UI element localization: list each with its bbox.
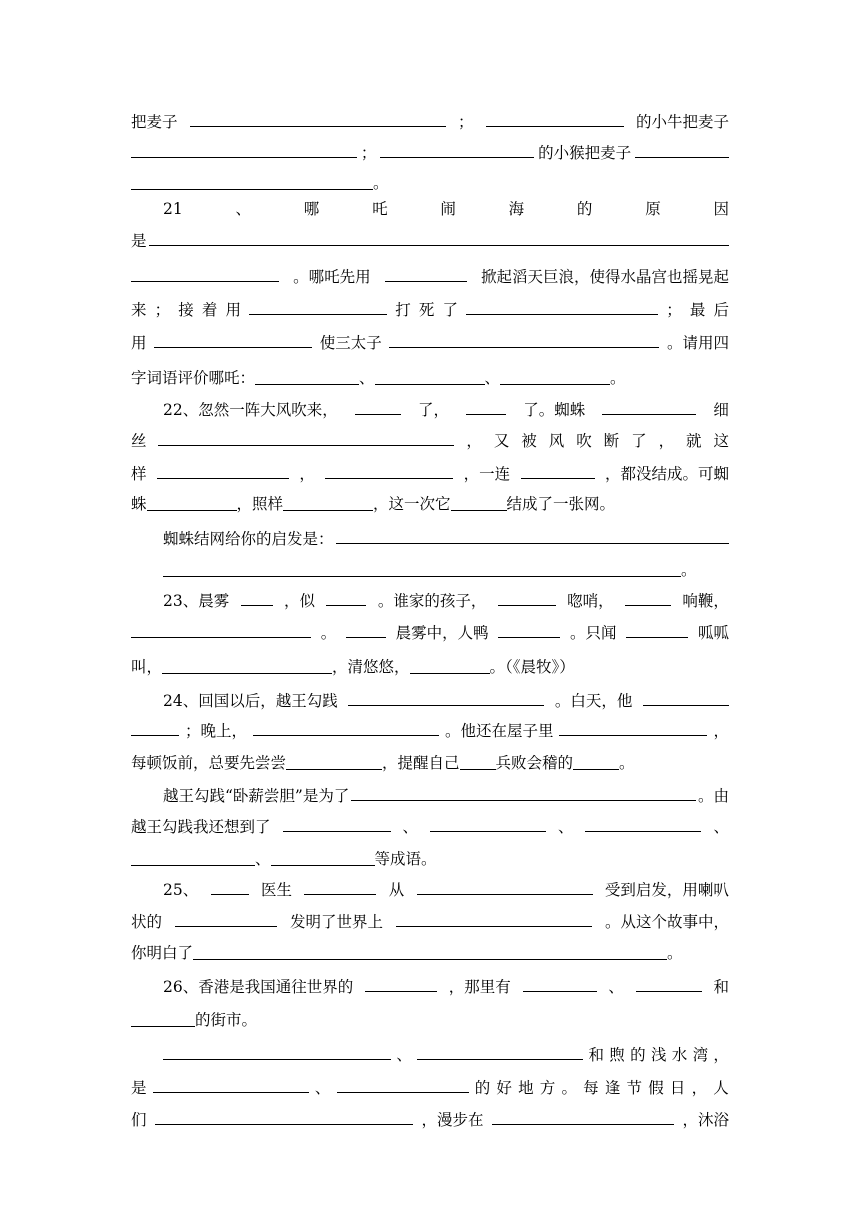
text: 。谁家的孩子， [377, 592, 487, 610]
blank[interactable] [351, 782, 696, 801]
blank[interactable] [155, 1106, 413, 1125]
text: 人 [713, 1079, 729, 1097]
text: 。 [681, 561, 697, 579]
text: 了 [631, 432, 647, 450]
text: ；晚上， [184, 722, 247, 740]
text: 是 [131, 1079, 147, 1097]
blank[interactable] [249, 296, 387, 315]
text: 掀起滔天巨浪，使得水晶宫也摇晃起 [480, 268, 729, 286]
blank[interactable] [521, 460, 595, 479]
text: 因 [713, 200, 729, 218]
text: 受到启发，用喇叭 [604, 881, 729, 899]
text: 蜘蛛结网给你的启发是： [163, 530, 334, 548]
text: 24、回国以后，越王勾践 [163, 692, 338, 710]
text: 又 [493, 432, 510, 450]
text: 23、晨雾 [163, 592, 230, 610]
text: 响鞭， [682, 592, 729, 610]
text: 日 [669, 1079, 686, 1097]
blank[interactable] [326, 587, 366, 606]
text: 断 [603, 432, 620, 450]
blank[interactable] [625, 587, 671, 606]
blank[interactable] [451, 492, 507, 511]
text: ，一连 [463, 465, 511, 483]
text: 叫， [131, 658, 163, 676]
text: 兵败会稽的 [495, 754, 574, 772]
text: 。 [320, 624, 337, 642]
text: 、 [235, 200, 252, 218]
text: 越王勾践我还想到了 [131, 818, 271, 836]
line-12 [131, 458, 729, 490]
blank[interactable] [365, 973, 437, 992]
line-13 [131, 488, 729, 520]
line-14 [163, 523, 729, 555]
text: 水 [671, 1046, 688, 1064]
text: 字词语评价哪吒： [131, 369, 256, 387]
line-30 [163, 1039, 729, 1071]
blank[interactable] [304, 876, 376, 895]
blank[interactable] [602, 396, 696, 415]
text: 从 [388, 881, 405, 899]
blank[interactable] [163, 558, 681, 577]
blank[interactable] [241, 587, 273, 606]
line-8 [131, 327, 729, 359]
text: ， [299, 465, 315, 483]
text: 逢 [604, 1079, 621, 1097]
text: 蛛 [131, 495, 147, 513]
text: ， [466, 432, 482, 450]
text: 方 [539, 1079, 556, 1097]
text: 死 [418, 301, 435, 319]
line-6 [131, 261, 729, 293]
line-2 [131, 137, 729, 169]
question-21-header [163, 193, 729, 225]
blank[interactable] [417, 876, 593, 895]
blank[interactable] [585, 813, 701, 832]
text: 假 [648, 1079, 664, 1097]
blank[interactable] [163, 1041, 391, 1060]
text: 浅 [650, 1046, 667, 1064]
text: 。白天，他 [554, 692, 633, 710]
blank[interactable] [389, 329, 659, 348]
text: 细 [713, 401, 729, 419]
text: 的 [474, 1079, 491, 1097]
text: 、 [608, 978, 624, 996]
blank[interactable] [498, 619, 560, 638]
blank[interactable] [396, 908, 592, 927]
text: 。（《晨牧》） [489, 658, 575, 676]
text: 就 [686, 432, 702, 450]
text: 了。蜘蛛 [523, 401, 586, 419]
text: 结成了一张网。 [506, 495, 616, 513]
blank[interactable] [498, 587, 556, 606]
line-5 [131, 225, 729, 257]
text: ，清悠悠， [332, 658, 410, 676]
text: ，照样 [236, 495, 284, 513]
text: 风 [548, 432, 565, 450]
line-22 [163, 780, 729, 812]
blank[interactable] [355, 396, 401, 415]
line-29 [131, 1004, 729, 1036]
question-22-line-1 [163, 394, 729, 426]
text: 们 [131, 1111, 147, 1129]
blank[interactable] [153, 1074, 309, 1093]
text: 煦 [609, 1046, 625, 1064]
text: ； [154, 301, 171, 319]
text: 样 [131, 465, 147, 483]
line-17 [131, 617, 729, 649]
blank[interactable] [573, 751, 619, 770]
line-18 [131, 651, 729, 683]
text: ； [360, 144, 377, 162]
text: 接 [178, 301, 194, 319]
text: 最 [689, 301, 706, 319]
line-1 [131, 106, 729, 138]
text: 的 [576, 200, 593, 218]
blank[interactable] [255, 366, 359, 385]
text: 把麦子 [131, 113, 178, 131]
text: ，都没结成。可蜘 [604, 465, 729, 483]
text: 的小牛把麦子 [635, 113, 729, 131]
text: 唿哨， [567, 592, 614, 610]
blank[interactable] [147, 492, 237, 511]
text: 被 [521, 432, 537, 450]
text: 用 [131, 334, 147, 352]
text: 、 [402, 818, 418, 836]
text: 、 [396, 1046, 412, 1064]
text: 26、香港是我国通往世界的 [163, 978, 354, 996]
line-32 [131, 1104, 729, 1136]
text: 状的 [131, 913, 163, 931]
line-27 [131, 937, 729, 969]
text: 25、 [163, 881, 199, 899]
text: 好 [496, 1079, 512, 1097]
text: 。 [619, 754, 635, 772]
blank[interactable] [131, 847, 255, 866]
text: ，似 [284, 592, 316, 610]
text: 。 [667, 944, 683, 962]
blank[interactable] [336, 525, 729, 544]
text: 的小猴把麦子 [538, 144, 632, 162]
text: 湾 [692, 1046, 709, 1064]
text: 的街市。 [195, 1011, 258, 1029]
text: 这 [713, 432, 729, 450]
blank[interactable] [283, 813, 391, 832]
line-24 [131, 843, 729, 875]
text: 。哪吒先用 [293, 268, 371, 286]
question-24-line-1 [163, 685, 729, 717]
blank[interactable] [131, 171, 373, 190]
text: 。 [561, 1079, 577, 1097]
text: 等成语。 [374, 850, 437, 868]
text: ， [691, 1079, 708, 1097]
blank[interactable] [149, 227, 729, 246]
text: 、 [484, 369, 501, 387]
text: 。他还在屋子里 [444, 722, 554, 740]
text: 着 [201, 301, 218, 319]
blank[interactable] [375, 366, 485, 385]
line-20 [131, 715, 729, 747]
blank[interactable] [190, 108, 446, 127]
text: 海 [508, 200, 525, 218]
text: 使三太子 [319, 334, 382, 352]
text: ，提醒自己 [382, 754, 460, 772]
text: ，那里有 [448, 978, 511, 996]
text: ，漫步在 [421, 1111, 484, 1129]
blank[interactable] [175, 908, 277, 927]
blank[interactable] [346, 619, 386, 638]
text: 。从这个故事中， [604, 913, 729, 931]
line-23 [131, 811, 729, 843]
text: 吹 [576, 432, 592, 450]
question-26-line-1 [163, 971, 729, 1003]
blank[interactable] [348, 687, 544, 706]
text: 晨雾中，人鸭 [395, 624, 489, 642]
line-26 [131, 906, 729, 938]
blank[interactable] [380, 139, 534, 158]
blank[interactable] [466, 396, 506, 415]
text: 是 [131, 232, 147, 250]
blank[interactable] [154, 329, 312, 348]
text: 丝 [131, 432, 147, 450]
text: ； [457, 113, 474, 131]
blank[interactable] [523, 973, 597, 992]
text: 后 [713, 301, 729, 319]
blank[interactable] [157, 460, 289, 479]
blank[interactable] [559, 717, 707, 736]
blank[interactable] [643, 687, 729, 706]
blank[interactable] [466, 296, 658, 315]
blank[interactable] [636, 973, 702, 992]
line-11 [131, 425, 729, 457]
blank[interactable] [385, 263, 467, 282]
blank[interactable] [162, 655, 332, 674]
blank[interactable] [486, 108, 624, 127]
text: 和 [588, 1046, 604, 1064]
blank[interactable] [253, 717, 439, 736]
text: 打 [395, 301, 411, 319]
blank[interactable] [286, 751, 382, 770]
text: 哪 [303, 200, 320, 218]
blank[interactable] [283, 492, 373, 511]
blank[interactable] [131, 263, 279, 282]
text: 、 [713, 818, 729, 836]
text: 22、忽然一阵大风吹来， [163, 401, 338, 419]
line-9 [131, 362, 729, 394]
text: ，这一次它 [373, 495, 451, 513]
text: 、 [314, 1079, 331, 1097]
text: ， [713, 722, 729, 740]
blank[interactable] [626, 619, 688, 638]
text: 原 [645, 200, 661, 218]
question-number: 21 [163, 200, 183, 218]
text: 。由 [697, 787, 729, 805]
text: 发明了世界上 [289, 913, 383, 931]
blank[interactable] [131, 717, 179, 736]
blank[interactable] [417, 1041, 583, 1060]
text: 吒 [372, 200, 388, 218]
text: ， [713, 1046, 729, 1064]
text: 、 [359, 369, 375, 387]
line-21 [131, 747, 729, 779]
text: 来 [131, 301, 147, 319]
text: ， [658, 432, 675, 450]
blank[interactable] [325, 460, 453, 479]
text: 地 [518, 1079, 534, 1097]
text: 的 [630, 1046, 646, 1064]
text: 。请用四 [666, 334, 729, 352]
text: 。 [610, 369, 626, 387]
text: 用 [225, 301, 242, 319]
text: 每 [583, 1079, 599, 1097]
text: 呱呱 [697, 624, 729, 642]
blank[interactable] [492, 1106, 674, 1125]
blank[interactable] [635, 139, 729, 158]
text: 节 [626, 1079, 643, 1097]
blank[interactable] [337, 1074, 469, 1093]
blank[interactable] [131, 619, 311, 638]
line-15 [163, 554, 729, 586]
blank[interactable] [193, 941, 667, 960]
line-7 [131, 294, 729, 326]
text: 、 [255, 850, 271, 868]
text: 、 [557, 818, 574, 836]
text: 和 [713, 978, 729, 996]
text: ； [666, 301, 682, 319]
blank[interactable] [131, 1008, 195, 1027]
blank[interactable] [211, 876, 249, 895]
blank[interactable] [460, 751, 496, 770]
text: ，沐浴 [682, 1111, 729, 1129]
blank[interactable] [430, 813, 546, 832]
text: 闹 [440, 200, 456, 218]
question-23-line-1 [163, 585, 729, 617]
blank[interactable] [158, 427, 454, 446]
blank[interactable] [410, 655, 490, 674]
blank[interactable] [271, 847, 375, 866]
line-31 [131, 1072, 729, 1104]
blank[interactable] [500, 366, 610, 385]
question-25-line-1 [163, 874, 729, 906]
text: 越王勾践“卧薪尝胆”是为了 [163, 787, 350, 805]
blank[interactable] [131, 139, 357, 158]
text: 每顿饭前，总要先尝尝 [131, 754, 287, 772]
text: 了， [417, 401, 449, 419]
text: 了 [442, 301, 458, 319]
text: 医生 [260, 881, 292, 899]
text: 。 [373, 174, 389, 192]
text: 你明白了 [131, 944, 194, 962]
text: 。只闻 [570, 624, 617, 642]
